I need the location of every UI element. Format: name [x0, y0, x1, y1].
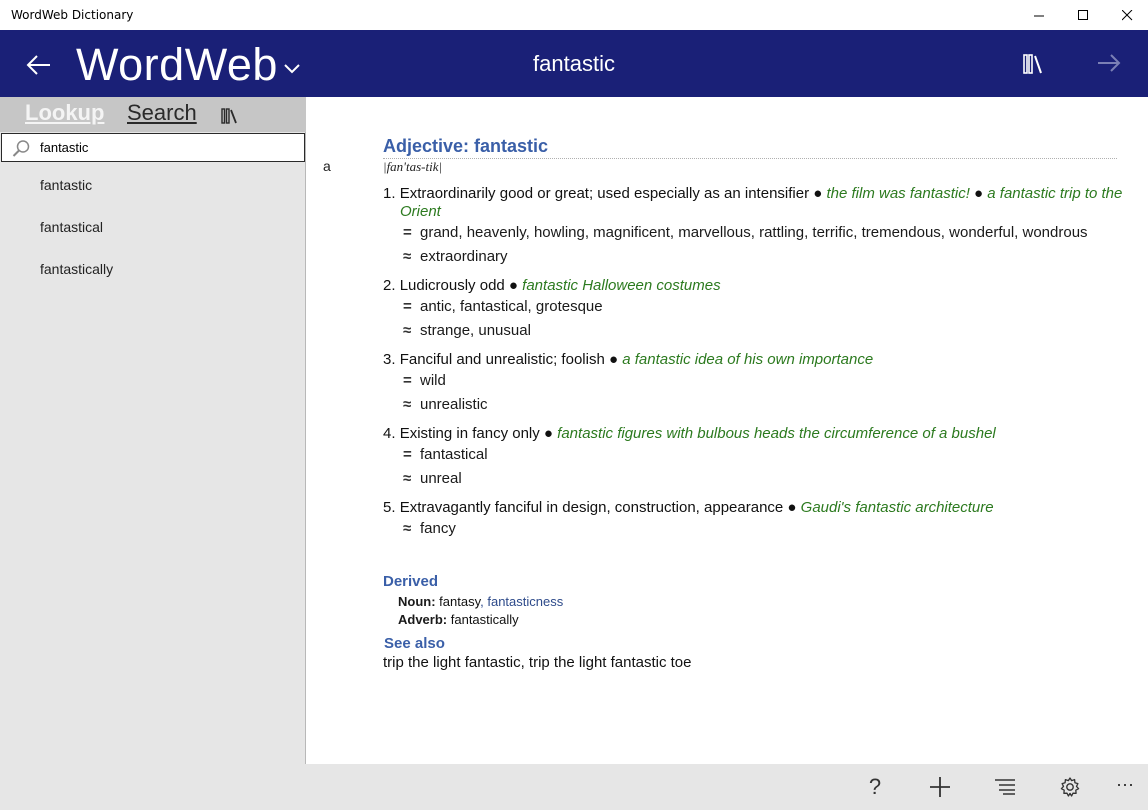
derived-adverb-link[interactable]: fantastically	[450, 612, 519, 627]
sense-item	[383, 185, 1123, 269]
similar-text[interactable]: fancy	[420, 520, 456, 537]
back-arrow-icon[interactable]	[22, 48, 56, 82]
derived-noun-row	[398, 594, 563, 609]
similar-text[interactable]: unrealistic	[420, 396, 488, 413]
adverb-label: Adverb:	[398, 612, 448, 627]
derived-noun-link[interactable]: fantasticness	[487, 594, 564, 609]
approx-icon: ≈	[403, 322, 412, 339]
definition-text: Existing in fancy only	[399, 425, 540, 442]
synonyms-text[interactable]: grand, heavenly, howling, magnificent, marvellous, rattling, terrific, tremendous, wonderful, wondrous	[420, 224, 1088, 241]
word-list	[0, 163, 305, 289]
search-input[interactable]	[40, 137, 290, 158]
chevron-down-icon[interactable]	[282, 59, 302, 79]
approx-icon: ≈	[403, 520, 412, 537]
sense-number: 5.	[383, 499, 396, 516]
window-title: WordWeb Dictionary	[11, 8, 134, 22]
tab-lookup[interactable]: Lookup	[25, 100, 105, 125]
sense-definition	[383, 499, 1123, 517]
see-also-links[interactable]: trip the light fantastic, trip the light fantastic toe	[383, 654, 692, 671]
bullet: ●	[604, 351, 623, 368]
bullet: ●	[969, 185, 988, 202]
sense-definition	[383, 351, 1123, 369]
approx-icon: ≈	[403, 470, 412, 487]
definition-text: Ludicrously odd	[399, 277, 505, 294]
sense-list	[383, 185, 1123, 549]
example-text: the film was fantastic!	[826, 185, 970, 202]
synonyms-row	[383, 369, 1123, 393]
bullet: ●	[809, 185, 827, 202]
noun-label: Noun:	[398, 594, 436, 609]
equals-icon: =	[403, 446, 412, 463]
pos-letter: a	[323, 158, 331, 174]
current-word-title: fantastic	[533, 51, 615, 76]
bookshelf-icon[interactable]	[1020, 52, 1046, 76]
definition-pane	[307, 97, 1148, 764]
similar-row	[383, 467, 1123, 491]
sense-number: 2.	[383, 277, 396, 294]
synonyms-text[interactable]: fantastical	[420, 446, 488, 463]
sense-definition	[383, 185, 1123, 221]
close-icon	[1122, 10, 1133, 21]
definition-text: Extravagantly fanciful in design, construction, appearance	[399, 499, 784, 516]
more-button[interactable]	[1112, 772, 1138, 798]
synonyms-row	[383, 443, 1123, 467]
word-panel	[0, 97, 306, 764]
equals-icon: =	[403, 298, 412, 315]
bookshelf-icon[interactable]	[220, 107, 240, 125]
similar-text[interactable]: strange, unusual	[420, 322, 531, 339]
derived-adverb-row	[398, 612, 519, 627]
bullet: ●	[783, 499, 801, 516]
help-button[interactable]	[862, 774, 888, 800]
example-text: fantastic Halloween costumes	[522, 277, 721, 294]
example-text: a fantastic idea of his own importance	[622, 351, 874, 368]
sense-number: 3.	[383, 351, 396, 368]
separator: ,	[480, 594, 488, 609]
synonyms-row	[383, 295, 1123, 319]
similar-row	[383, 319, 1123, 343]
similar-text[interactable]: unreal	[420, 470, 462, 487]
sense-item	[383, 425, 1123, 491]
settings-button[interactable]	[1057, 774, 1083, 800]
definition-text: Extraordinarily good or great; used especially as an intensifier	[399, 185, 810, 202]
entry-heading: Adjective: fantastic	[383, 136, 1117, 159]
synonyms-row	[383, 221, 1123, 245]
similar-text[interactable]: extraordinary	[420, 248, 508, 265]
help-icon: ?	[868, 774, 882, 799]
equals-icon: =	[403, 372, 412, 389]
equals-icon: =	[403, 224, 412, 241]
app-brand: WordWeb	[76, 39, 278, 90]
app-header	[0, 30, 1148, 97]
forward-arrow-icon[interactable]	[1094, 48, 1124, 78]
sense-number: 1.	[383, 185, 396, 202]
bullet: ●	[539, 425, 558, 442]
sense-item	[383, 351, 1123, 417]
search-icon	[12, 139, 31, 158]
pronunciation: |fan'tas-tik|	[383, 159, 443, 174]
example-text: fantastic figures with bulbous heads the circumference of a bushel	[557, 425, 996, 442]
panel-tabs	[0, 97, 306, 132]
plus-icon	[929, 776, 951, 798]
more-icon: ⋯	[1116, 774, 1134, 795]
minimize-icon	[1034, 10, 1045, 21]
close-button[interactable]	[1104, 0, 1148, 30]
maximize-icon	[1078, 10, 1089, 21]
derived-noun-link[interactable]: fantasy	[439, 594, 481, 609]
sense-definition	[383, 277, 1123, 295]
synonyms-text[interactable]: antic, fantastical, grotesque	[420, 298, 603, 315]
gear-icon	[1059, 776, 1081, 798]
list-icon	[994, 778, 1016, 796]
window-titlebar	[0, 0, 1148, 30]
list-button[interactable]	[992, 774, 1018, 800]
add-button[interactable]	[927, 774, 953, 800]
similar-row	[383, 517, 1123, 541]
sense-number: 4.	[383, 425, 396, 442]
search-box	[1, 133, 305, 162]
bullet: ●	[504, 277, 523, 294]
see-also-heading: See also	[384, 635, 445, 652]
maximize-button[interactable]	[1060, 0, 1106, 30]
sense-item	[383, 499, 1123, 541]
definition-text: Fanciful and unrealistic; foolish	[399, 351, 605, 368]
sense-item	[383, 277, 1123, 343]
similar-row	[383, 245, 1123, 269]
command-bar	[0, 764, 1148, 810]
example-text: Gaudi's fantastic architecture	[800, 499, 994, 516]
example-text: a fantastic trip to the Orient	[400, 185, 1123, 220]
synonyms-text[interactable]: wild	[420, 372, 446, 389]
word-list-item[interactable]: fantastic	[40, 177, 93, 193]
similar-row	[383, 393, 1123, 417]
word-list-item[interactable]: fantastically	[40, 261, 114, 277]
minimize-button[interactable]	[1016, 0, 1062, 30]
derived-heading: Derived	[383, 573, 439, 590]
tab-search[interactable]: Search	[127, 100, 197, 125]
approx-icon: ≈	[403, 396, 412, 413]
word-list-item[interactable]: fantastical	[40, 219, 104, 235]
sense-definition	[383, 425, 1123, 443]
approx-icon: ≈	[403, 248, 412, 265]
